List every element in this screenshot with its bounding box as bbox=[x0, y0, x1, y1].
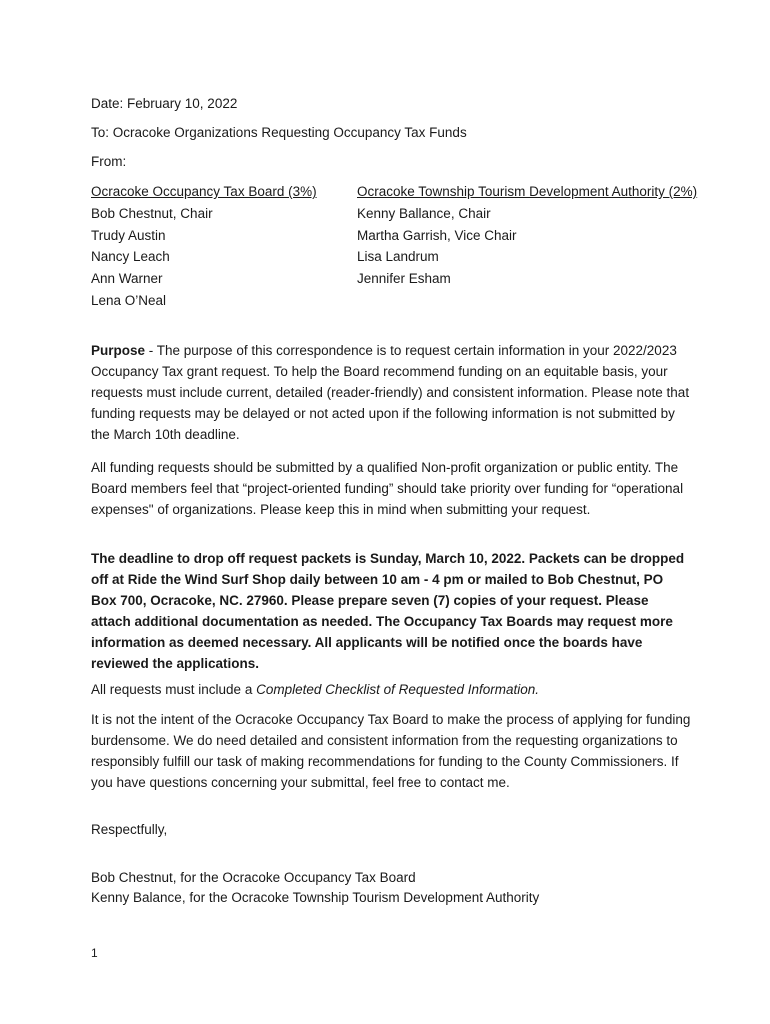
left-board-member: Bob Chestnut, Chair bbox=[91, 206, 213, 221]
right-board-member: Lisa Landrum bbox=[357, 249, 439, 264]
left-board-title: Ocracoke Occupancy Tax Board (3%) bbox=[91, 184, 317, 199]
right-board-member: Kenny Ballance, Chair bbox=[357, 206, 491, 221]
left-board-member: Ann Warner bbox=[91, 271, 163, 286]
right-board-member: Jennifer Esham bbox=[357, 271, 451, 286]
closing: Respectfully, bbox=[91, 822, 168, 837]
signature-line: Bob Chestnut, for the Ocracoke Occupancy Tax Board bbox=[91, 870, 416, 885]
deadline-text: The deadline to drop off request packets is Sunday, March 10, 2022. Packets can be dropped off at Ride the Wind Surf Shop daily between 10 am - 4 pm or mailed to Bob Chestnut, PO Box 700, Ocracoke, NC. 27960. Please prepare seven (7) copies of your request. Please attach additional documentation as needed. The Occupancy Tax Boards may request more information as deemed necessary. All applicants will be notified once the boards have reviewed the applications. bbox=[91, 551, 685, 671]
signature-line: Kenny Balance, for the Ocracoke Township Tourism Development Authority bbox=[91, 890, 540, 905]
left-board-member: Trudy Austin bbox=[91, 228, 166, 243]
intent-text: It is not the intent of the Ocracoke Occupancy Tax Board to make the process of applying for funding burdensome. We do need detailed and consistent information from the requesting organizations to responsibly fulfill our task of making recommendations for funding to the County Commissioners. If you have questions concerning your submittal, feel free to contact me. bbox=[91, 712, 691, 790]
checklist-title: Completed Checklist of Requested Information. bbox=[256, 682, 539, 697]
left-board-member: Lena O’Neal bbox=[91, 293, 167, 308]
right-board-member: Martha Garrish, Vice Chair bbox=[357, 228, 517, 243]
right-board-title: Ocracoke Township Tourism Development Authority (2%) bbox=[357, 184, 698, 199]
from-label: From: bbox=[91, 154, 127, 169]
left-board-member: Nancy Leach bbox=[91, 249, 170, 264]
intent-paragraph bbox=[91, 709, 691, 793]
purpose-text: - The purpose of this correspondence is to request certain information in your 2022/2023 Occupancy Tax grant request. To help the Board recommend funding on an equitable basis, your requests must include current, detailed (reader-friendly) and consistent information. Please note that funding requests may be delayed or not acted upon if the following information is not submitted by the March 10th deadline. bbox=[91, 343, 690, 442]
checklist-paragraph bbox=[91, 679, 691, 700]
page-number: 1 bbox=[91, 946, 98, 960]
funding-paragraph bbox=[91, 457, 691, 520]
to-line: To: Ocracoke Organizations Requesting Occupancy Tax Funds bbox=[91, 125, 467, 140]
deadline-paragraph bbox=[91, 548, 691, 674]
purpose-paragraph bbox=[91, 340, 691, 445]
purpose-label: Purpose bbox=[91, 343, 146, 358]
funding-text: All funding requests should be submitted by a qualified Non-profit organization or public entity. The Board members feel that “project-oriented funding” should take priority over funding for “operational expenses" of organizations. Please keep this in mind when submitting your request. bbox=[91, 460, 684, 517]
date-line: Date: February 10, 2022 bbox=[91, 96, 238, 111]
checklist-prefix: All requests must include a bbox=[91, 682, 257, 697]
